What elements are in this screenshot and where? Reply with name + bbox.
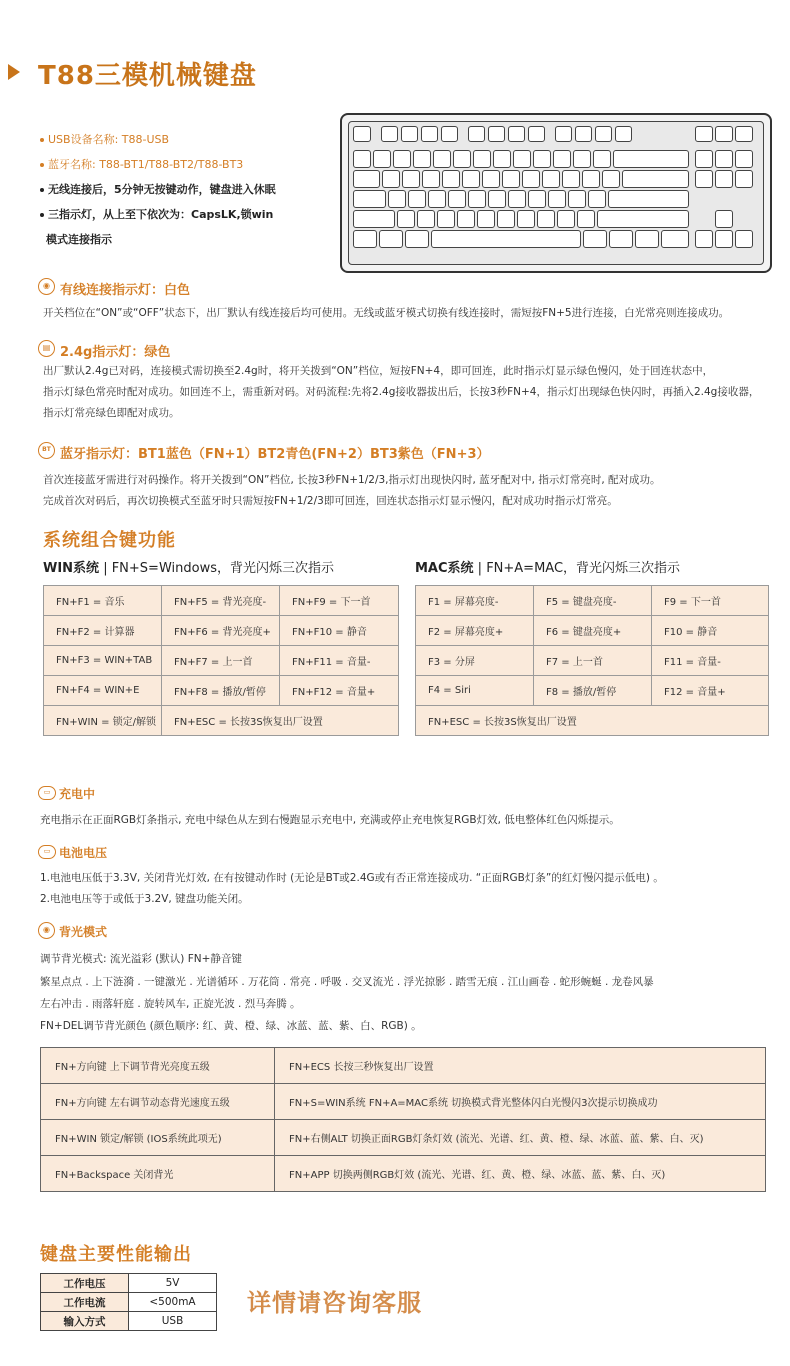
keyboard-key: [695, 170, 713, 188]
keyboard-illustration: [340, 113, 772, 273]
indicator-spec: [40, 206, 273, 222]
bullet-icon: [40, 213, 44, 217]
keyboard-key: [588, 190, 606, 208]
keyboard-key: [422, 170, 440, 188]
table-cell: FN+F8 = 播放/暂停: [162, 676, 280, 706]
keyboard-key: [408, 190, 426, 208]
table-cell-label: 工作电压: [41, 1274, 129, 1293]
keyboard-key: [353, 190, 386, 208]
table-cell: FN+F2 = 计算器: [44, 616, 162, 646]
table-row: [41, 1048, 766, 1084]
keyboard-key: [577, 210, 595, 228]
table-row: [41, 1293, 217, 1312]
keyboard-key: [401, 126, 419, 142]
table-row: [41, 1274, 217, 1293]
table-row: [416, 706, 769, 736]
wired-text: 开关档位在“ON”或“OFF”状态下，出厂默认有线连接后均可使用。无线或蓝牙模式切换有线连接时，需短按FN+5进行连接，白光常亮则连接成功。: [43, 307, 730, 319]
usb-name-text: USB设备名称: T88-USB: [48, 133, 170, 146]
table-cell: F11 = 音量-: [652, 646, 769, 676]
g24-title: 2.4g指示灯：绿色: [60, 345, 171, 360]
keyboard-key: [417, 210, 435, 228]
mac-system-desc: | FN+A=MAC，背光闪烁三次指示: [473, 561, 681, 576]
g24-line-2: 指示灯绿色常亮时配对成功。如回连不上，需重新对码。对码流程:先将2.4g接收器拔出后，长按3秒FN+4，指示灯出现绿色快闪时，再插入2.4g接收器，: [43, 386, 760, 398]
keyboard-key: [615, 126, 633, 142]
table-cell: FN+右侧ALT 切换正面RGB灯条灯效 (流光、光谱、红、黄、橙、绿、冰蓝、蓝、紫、白、灭): [275, 1120, 766, 1156]
backlight-bulb-icon: ◉: [38, 922, 55, 939]
combo-title: 系统组合键功能: [43, 530, 176, 551]
table-cell: FN+S=WIN系统 FN+A=MAC系统 切换模式背光整体闪白光慢闪3次提示切换成功: [275, 1084, 766, 1120]
keyboard-key: [402, 170, 420, 188]
keyboard-key: [735, 150, 753, 168]
keyboard-key: [468, 126, 486, 142]
win-system-title: [43, 557, 334, 576]
table-cell: FN+F5 = 背光亮度-: [162, 586, 280, 616]
keyboard-key: [353, 230, 377, 248]
keyboard-key: [442, 170, 460, 188]
keyboard-key: [528, 190, 546, 208]
keyboard-key: [608, 190, 689, 208]
indicator-spec-line2: 模式连接指示: [46, 233, 112, 246]
keyboard-key: [715, 170, 733, 188]
keyboard-key: [542, 170, 560, 188]
win-system-desc: | FN+S=Windows，背光闪烁三次指示: [99, 561, 334, 576]
table-cell: FN+F1 = 音乐: [44, 586, 162, 616]
page-title: T88三模机械键盘: [38, 61, 257, 91]
battery-icon: ▭: [38, 845, 56, 859]
table-row: [416, 646, 769, 676]
keyboard-key: [557, 210, 575, 228]
table-cell: F7 = 上一首: [534, 646, 652, 676]
performance-table: [40, 1273, 217, 1331]
keyboard-key: [381, 126, 399, 142]
table-cell: FN+ECS 长按三秒恢复出厂设置: [275, 1048, 766, 1084]
keyboard-key: [635, 230, 659, 248]
bt-title: 蓝牙指示灯：BT1蓝色（FN+1）BT2青色(FN+2）BT3紫色（FN+3）: [60, 447, 490, 462]
keyboard-key: [468, 190, 486, 208]
keyboard-key: [715, 230, 733, 248]
keyboard-key: [735, 230, 753, 248]
table-row: [44, 706, 399, 736]
usb-name-spec: [40, 131, 169, 147]
table-row: [44, 586, 399, 616]
table-row: [41, 1156, 766, 1192]
table-cell: FN+F7 = 上一首: [162, 646, 280, 676]
keyboard-key: [493, 150, 511, 168]
table-cell: FN+F6 = 背光亮度+: [162, 616, 280, 646]
keyboard-key: [595, 126, 613, 142]
keyboard-key: [508, 126, 526, 142]
sleep-text: 无线连接后，5分钟无按键动作，键盘进入休眠: [48, 183, 276, 196]
charging-text: 充电指示在正面RGB灯条指示, 充电中绿色从左到右慢跑显示充电中, 充满或停止充电恢复RGB灯效, 低电整体红色闪烁提示。: [40, 814, 620, 826]
table-cell: F8 = 播放/暂停: [534, 676, 652, 706]
table-row: [416, 586, 769, 616]
keyboard-key: [382, 170, 400, 188]
bullet-icon: [40, 188, 44, 192]
keyboard-key: [622, 170, 689, 188]
keyboard-key: [513, 150, 531, 168]
bt-line-2: 完成首次对码后，再次切换模式至蓝牙时只需短按FN+1/2/3即可回连，回连状态指示灯显示慢闪，配对成功时指示灯常亮。: [43, 495, 618, 507]
table-row: [416, 616, 769, 646]
keyboard-key: [388, 190, 406, 208]
title-arrow-icon: [8, 64, 20, 80]
sleep-spec: [40, 181, 276, 197]
keyboard-key: [562, 170, 580, 188]
battery-line-2: 2.电池电压等于或低于3.2V, 键盘功能关闭。: [40, 893, 249, 905]
mac-system-name: MAC系统: [415, 561, 474, 576]
charging-title: 充电中: [59, 787, 96, 801]
keyboard-key: [379, 230, 403, 248]
table-cell: F6 = 键盘亮度+: [534, 616, 652, 646]
keyboard-key: [715, 126, 733, 142]
table-cell: FN+Backspace 关闭背光: [41, 1156, 275, 1192]
keyboard-key: [715, 210, 733, 228]
keyboard-key: [421, 126, 439, 142]
keyboard-key: [573, 150, 591, 168]
keyboard-key: [462, 170, 480, 188]
bt-line-1: 首次连接蓝牙需进行对码操作。将开关拨到“ON”档位, 长按3秒FN+1/2/3,指示灯出现快闪时, 蓝牙配对中, 指示灯常亮时, 配对成功。: [43, 474, 661, 486]
keyboard-key: [661, 230, 689, 248]
keyboard-key: [522, 170, 540, 188]
keyboard-key: [597, 210, 689, 228]
table-cell-value: 5V: [129, 1274, 217, 1293]
bullet-icon: [40, 163, 44, 167]
table-row: [44, 646, 399, 676]
g24-line-3: 指示灯常亮绿色即配对成功。: [43, 407, 180, 419]
table-cell: FN+方向键 上下调节背光亮度五级: [41, 1048, 275, 1084]
keyboard-key: [413, 150, 431, 168]
win-system-name: WIN系统: [43, 561, 100, 576]
keyboard-key: [482, 170, 500, 188]
table-cell-value: <500mA: [129, 1293, 217, 1312]
table-cell: FN+F3 = WIN+TAB: [44, 646, 162, 676]
table-cell-label: 输入方式: [41, 1312, 129, 1331]
keyboard-key: [488, 190, 506, 208]
table-cell: FN+F4 = WIN+E: [44, 676, 162, 706]
keyboard-key: [575, 126, 593, 142]
table-cell: FN+WIN = 锁定/解锁: [44, 706, 162, 736]
keyboard-key: [457, 210, 475, 228]
battery-line-1: 1.电池电压低于3.3V, 关闭背光灯效, 在有按键动作时 (无论是BT或2.4G或有否正常连接成功. “正面RGB灯条”的红灯慢闪提示低电) 。: [40, 872, 664, 884]
backlight-line-2: 繁星点点 . 上下涟漪 . 一键激光 . 光谱循环 . 万花筒 . 常亮 . 呼吸 . 交叉流光 . 浮光掠影 . 踏雪无痕 . 江山画卷 . 蛇形蜿蜒 . 龙卷风暴: [40, 976, 654, 988]
keyboard-key: [528, 126, 546, 142]
keyboard-key: [613, 150, 689, 168]
table-cell: FN+方向键 左右调节动态背光速度五级: [41, 1084, 275, 1120]
keyboard-key: [353, 210, 395, 228]
keyboard-key: [695, 230, 713, 248]
keyboard-key: [548, 190, 566, 208]
keyboard-key: [602, 170, 620, 188]
keyboard-key: [353, 126, 371, 142]
keyboard-key: [477, 210, 495, 228]
table-cell: F5 = 键盘亮度-: [534, 586, 652, 616]
keyboard-key: [448, 190, 466, 208]
table-row: [41, 1120, 766, 1156]
wired-title: 有线连接指示灯：白色: [60, 283, 191, 298]
bt-name-text: 蓝牙名称: T88-BT1/T88-BT2/T88-BT3: [48, 158, 244, 171]
table-cell: FN+F11 = 音量-: [280, 646, 399, 676]
backlight-line-3: 左右冲击 . 雨落轩庭 . 旋转风车, 正旋光波 . 烈马奔腾 。: [40, 998, 301, 1010]
table-cell: F12 = 音量+: [652, 676, 769, 706]
keyboard-key: [353, 170, 380, 188]
table-cell: FN+ESC = 长按3S恢复出厂设置: [162, 706, 399, 736]
backlight-line-4: FN+DEL调节背光颜色 (颜色顺序: 红、黄、橙、绿、冰蓝、蓝、紫、白、RGB) 。: [40, 1020, 422, 1032]
contact-service-text: 详情请咨询客服: [247, 1289, 422, 1317]
backlight-table: [40, 1047, 766, 1192]
keyboard-key: [583, 230, 607, 248]
keyboard-key: [433, 150, 451, 168]
keyboard-key: [555, 126, 573, 142]
backlight-line-1: 调节背光模式: 流光溢彩 (默认) FN+静音键: [40, 953, 242, 965]
table-cell: F4 = Siri: [416, 676, 534, 706]
keyboard-key: [488, 126, 506, 142]
receiver-icon: ▤: [38, 340, 55, 357]
mac-system-title: [415, 557, 680, 576]
keyboard-key: [453, 150, 471, 168]
table-row: [416, 676, 769, 706]
table-cell-value: USB: [129, 1312, 217, 1331]
table-row: [44, 676, 399, 706]
battery-charging-icon: ▭: [38, 786, 56, 800]
table-cell-label: 工作电流: [41, 1293, 129, 1312]
battery-title: 电池电压: [59, 846, 108, 860]
bt-name-spec: [40, 156, 243, 172]
indicator-text-1: 三指示灯，从上至下依次为：CapsLK,锁win: [48, 208, 274, 221]
table-cell: F9 = 下一首: [652, 586, 769, 616]
keyboard-key: [441, 126, 459, 142]
keyboard-key: [397, 210, 415, 228]
table-cell: FN+APP 切换两侧RGB灯效 (流光、光谱、红、黄、橙、绿、冰蓝、蓝、紫、白、灭): [275, 1156, 766, 1192]
table-cell: FN+F12 = 音量+: [280, 676, 399, 706]
table-cell: FN+WIN 锁定/解锁 (IOS系统此项无): [41, 1120, 275, 1156]
keyboard-key: [517, 210, 535, 228]
keyboard-key: [353, 150, 371, 168]
table-cell: F3 = 分屏: [416, 646, 534, 676]
keyboard-key: [715, 150, 733, 168]
keyboard-key: [537, 210, 555, 228]
keyboard-key: [553, 150, 571, 168]
table-cell: F1 = 屏幕亮度-: [416, 586, 534, 616]
table-cell: FN+F9 = 下一首: [280, 586, 399, 616]
keyboard-key: [593, 150, 611, 168]
keyboard-key: [695, 126, 713, 142]
keyboard-key: [695, 150, 713, 168]
keyboard-key: [431, 230, 581, 248]
table-cell: FN+F10 = 静音: [280, 616, 399, 646]
keyboard-key: [582, 170, 600, 188]
keyboard-key: [437, 210, 455, 228]
keyboard-key: [609, 230, 633, 248]
keyboard-key: [568, 190, 586, 208]
bt-icon: BT: [38, 442, 55, 459]
keyboard-key: [735, 170, 753, 188]
table-cell: F10 = 静音: [652, 616, 769, 646]
win-combo-table: [43, 585, 399, 736]
keyboard-key: [508, 190, 526, 208]
keyboard-key: [405, 230, 429, 248]
keyboard-key: [393, 150, 411, 168]
keyboard-key: [473, 150, 491, 168]
bulb-icon: ◉: [38, 278, 55, 295]
g24-line-1: 出厂默认2.4g已对码，连接模式需切换至2.4g时，将开关拨到“ON”档位，短按FN+4，即可回连，此时指示灯显示绿色慢闪，处于回连状态中，: [43, 365, 714, 377]
table-row: [44, 616, 399, 646]
table-cell: F2 = 屏幕亮度+: [416, 616, 534, 646]
backlight-title: 背光模式: [59, 925, 108, 939]
keyboard-key: [428, 190, 446, 208]
table-cell: FN+ESC = 长按3S恢复出厂设置: [416, 706, 769, 736]
keyboard-frame: [348, 121, 764, 265]
bullet-icon: [40, 138, 44, 142]
performance-title: 键盘主要性能输出: [40, 1244, 192, 1265]
keyboard-key: [502, 170, 520, 188]
keyboard-key: [533, 150, 551, 168]
keyboard-key: [373, 150, 391, 168]
keyboard-key: [735, 126, 753, 142]
table-row: [41, 1084, 766, 1120]
mac-combo-table: [415, 585, 769, 736]
keyboard-key: [497, 210, 515, 228]
table-row: [41, 1312, 217, 1331]
